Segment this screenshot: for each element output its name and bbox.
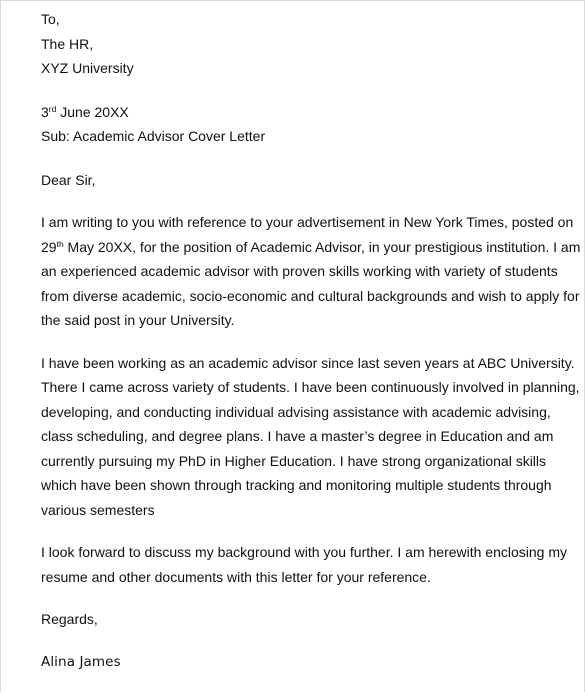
paragraph-2-line: class scheduling, and degree plans. I have a master’s degree in Education and am <box>41 428 554 444</box>
paragraph-1-line-rest: May 20XX, for the position of Academic Advisor, in your prestigious institution. I am <box>63 238 581 255</box>
spacer <box>41 632 566 650</box>
date-suffix: rd <box>48 103 57 114</box>
ad-date-day: 29 <box>41 238 57 255</box>
paragraph-2-line: various semesters <box>41 501 155 518</box>
spacer <box>41 333 566 351</box>
paragraph-1-line: an experienced academic advisor with proven skills working with variety of students <box>41 263 558 279</box>
paragraph-2-line: There I came across variety of students. I have been continuously involved in planning, <box>41 379 580 395</box>
address-block <box>41 7 566 81</box>
paragraph-1-line: the said post in your University. <box>41 312 235 328</box>
paragraph-1-line <box>41 235 581 260</box>
address-to: To, <box>41 11 60 27</box>
signature-name: Alina James <box>41 653 121 670</box>
spacer <box>41 149 566 168</box>
spacer <box>41 589 566 607</box>
paragraph-1-line: I am writing to you with reference to your advertisement in New York Times, posted on <box>41 214 574 230</box>
paragraph-3 <box>41 540 566 589</box>
cover-letter-body <box>41 7 581 674</box>
letter-subject: Sub: Academic Advisor Cover Letter <box>41 128 266 144</box>
ad-date-suffix: th <box>56 238 64 249</box>
spacer <box>41 192 566 210</box>
address-recipient: The HR, <box>41 35 94 52</box>
paragraph-2 <box>41 351 580 523</box>
address-organization: XYZ University <box>41 60 134 76</box>
paragraph-2-line: which have been shown through tracking and monitoring multiple students through <box>41 477 552 493</box>
spacer <box>41 81 566 100</box>
paragraph-1-line: from diverse academic, socio-economic and cultural backgrounds and wish to apply for <box>41 287 580 304</box>
salutation: Dear Sir, <box>41 171 96 188</box>
paragraph-3-line: resume and other documents with this letter for your reference. <box>41 568 431 585</box>
date-rest: June 20XX <box>56 103 129 120</box>
spacer <box>41 522 566 540</box>
date-day: 3 <box>41 103 49 120</box>
paragraph-1 <box>41 210 581 333</box>
paragraph-2-line: developing, and conducting individual advising assistance with academic advising, <box>41 403 551 420</box>
paragraph-2-line: currently pursuing my PhD in Higher Education. I have strong organizational skills <box>41 452 547 469</box>
paragraph-2-line: I have been working as an academic advisor since last seven years at ABC University. <box>41 354 575 371</box>
paragraph-3-line: I look forward to discuss my background with you further. I am herewith enclosing my <box>41 544 568 560</box>
letter-date <box>41 100 566 125</box>
closing: Regards, <box>41 611 98 627</box>
